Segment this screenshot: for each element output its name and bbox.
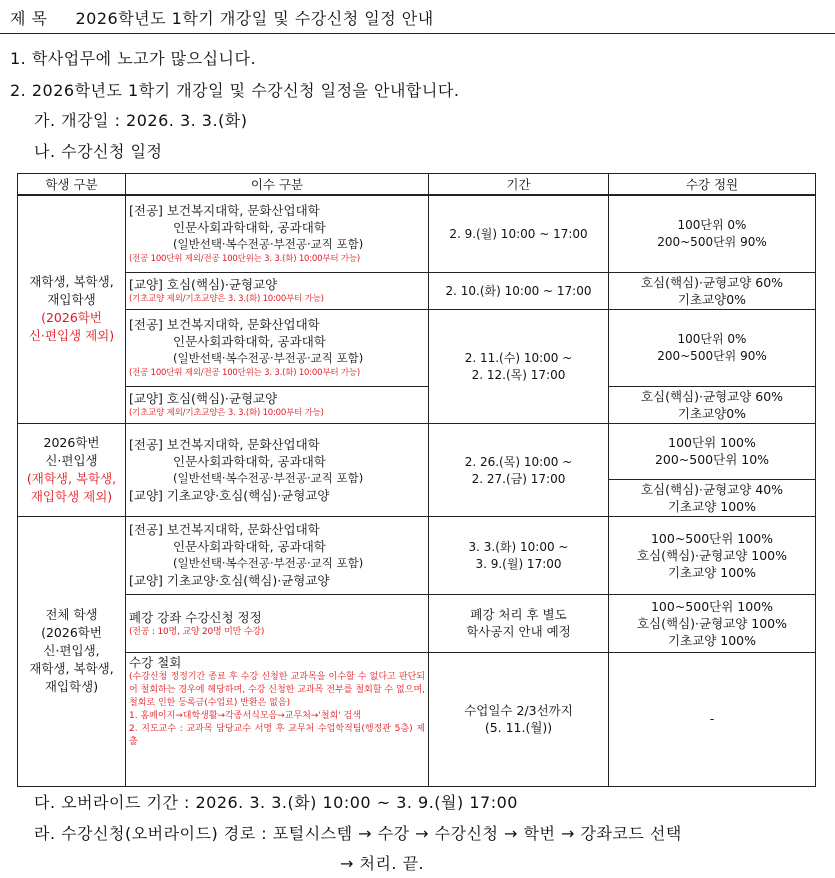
capacity-cell: 100단위 100% 200~500단위 10% [609,423,816,479]
header-capacity: 수강 정원 [609,174,816,196]
table-row [18,423,816,479]
course-cell: [전공] 보건복지대학, 문화산업대학 인문사회과학대학, 공과대학 (일반선택·복수전공·부전공·교직 포함) (전공 100단위 제외/전공 100단위는 3. 3.(화) 10:00부터 가능) [126,309,429,386]
period-cell: 2. 9.(월) 10:00 ~ 17:00 [429,195,609,272]
paragraph-2: 2. 2026학년도 1학기 개강일 및 수강신청 일정을 안내합니다. [10,81,460,100]
group-enrolled: 재학생, 복학생, 재입학생 (2026학번 신·편입생 제외) [18,195,126,423]
header-student-type: 학생 구분 [18,174,126,196]
period-cell: 2. 26.(목) 10:00 ~ 2. 27.(금) 17:00 [429,423,609,516]
period-cell: 2. 10.(화) 10:00 ~ 17:00 [429,272,609,309]
table-row [18,516,816,594]
title-divider [0,33,835,34]
table-row [18,195,816,272]
table-row [18,386,816,423]
document-title-line [10,6,434,29]
capacity-cell: 호심(핵심)·균형교양 60% 기초교양0% [609,272,816,309]
title-label: 제 목 [10,9,48,28]
table-header-row [18,174,816,196]
course-cell: [전공] 보건복지대학, 문화산업대학 인문사회과학대학, 공과대학 (일반선택·복수전공·부전공·교직 포함) [교양] 기초교양·호심(핵심)·균형교양 [126,516,429,594]
capacity-cell: 100단위 0% 200~500단위 90% [609,309,816,386]
table-row [18,309,816,386]
period-cell: 2. 11.(수) 10:00 ~ 2. 12.(목) 17:00 [429,309,609,423]
course-cell: [교양] 호심(핵심)·균형교양 (기초교양 제외/기초교양은 3. 3.(화) 10:00부터 가능) [126,386,429,423]
capacity-cell: 100~500단위 100% 호심(핵심)·균형교양 100% 기초교양 100% [609,516,816,594]
item-d-line1: 라. 수강신청(오버라이드) 경로 : 포털시스템 → 수강 → 수강신청 → 학번 → 강좌코드 선택 [34,824,682,843]
item-b: 나. 수강신청 일정 [34,142,163,161]
header-course-type: 이수 구분 [126,174,429,196]
capacity-cell: 100단위 0% 200~500단위 90% [609,195,816,272]
header-period: 기간 [429,174,609,196]
course-cell: 수강 철회 (수강신청 정정기간 종료 후 수강 신청한 교과목을 이수할 수 없다고 판단되어 철회하는 경우에 해당하며, 수강 신청한 교과목 전부를 철회할 수 없으며, 철회로 인한 등록금(수업료) 반환은 없음) 1. 홈페이지→대학생활→각종서식모음→교무처→'철회' 검색 2. 지도교수 : 교과목 담당교수 서명 후 교무처 수업학적팀(행정관 5층) 제출 [126,652,429,786]
schedule-table [17,173,816,787]
period-cell: 3. 3.(화) 10:00 ~ 3. 9.(월) 17:00 [429,516,609,594]
course-cell: [교양] 호심(핵심)·균형교양 (기초교양 제외/기초교양은 3. 3.(화) 10:00부터 가능) [126,272,429,309]
document-title: 2026학년도 1학기 개강일 및 수강신청 일정 안내 [75,9,434,28]
period-cell: 수업일수 2/3선까지 (5. 11.(월)) [429,652,609,786]
paragraph-1: 1. 학사업무에 노고가 많으십니다. [10,49,257,68]
item-a: 가. 개강일 : 2026. 3. 3.(화) [34,111,248,130]
period-cell: 폐강 처리 후 별도 학사공지 안내 예정 [429,594,609,652]
course-cell: [전공] 보건복지대학, 문화산업대학 인문사회과학대학, 공과대학 (일반선택·복수전공·부전공·교직 포함) (전공 100단위 제외/전공 100단위는 3. 3.(화) 10:00부터 가능) [126,195,429,272]
item-c: 다. 오버라이드 기간 : 2026. 3. 3.(화) 10:00 ~ 3. 9.(월) 17:00 [34,793,518,812]
course-cell: 폐강 강좌 수강신청 정정 (전공 : 10명, 교양 20명 미만 수강) [126,594,429,652]
capacity-cell: 호심(핵심)·균형교양 40% 기초교양 100% [609,479,816,516]
table-row [18,272,816,309]
course-cell: [전공] 보건복지대학, 문화산업대학 인문사회과학대학, 공과대학 (일반선택·복수전공·부전공·교직 포함) [교양] 기초교양·호심(핵심)·균형교양 [126,423,429,516]
capacity-cell: 호심(핵심)·균형교양 60% 기초교양0% [609,386,816,423]
group-freshmen: 2026학번 신·편입생 (재학생, 복학생, 재입학생 제외) [18,423,126,516]
capacity-cell: - [609,652,816,786]
table-row [18,594,816,652]
group-all-students: 전체 학생 (2026학번 신·편입생, 재학생, 복학생, 재입학생) [18,516,126,786]
table-row [18,652,816,786]
item-d-line2: → 처리. 끝. [340,854,425,873]
capacity-cell: 100~500단위 100% 호심(핵심)·균형교양 100% 기초교양 100% [609,594,816,652]
